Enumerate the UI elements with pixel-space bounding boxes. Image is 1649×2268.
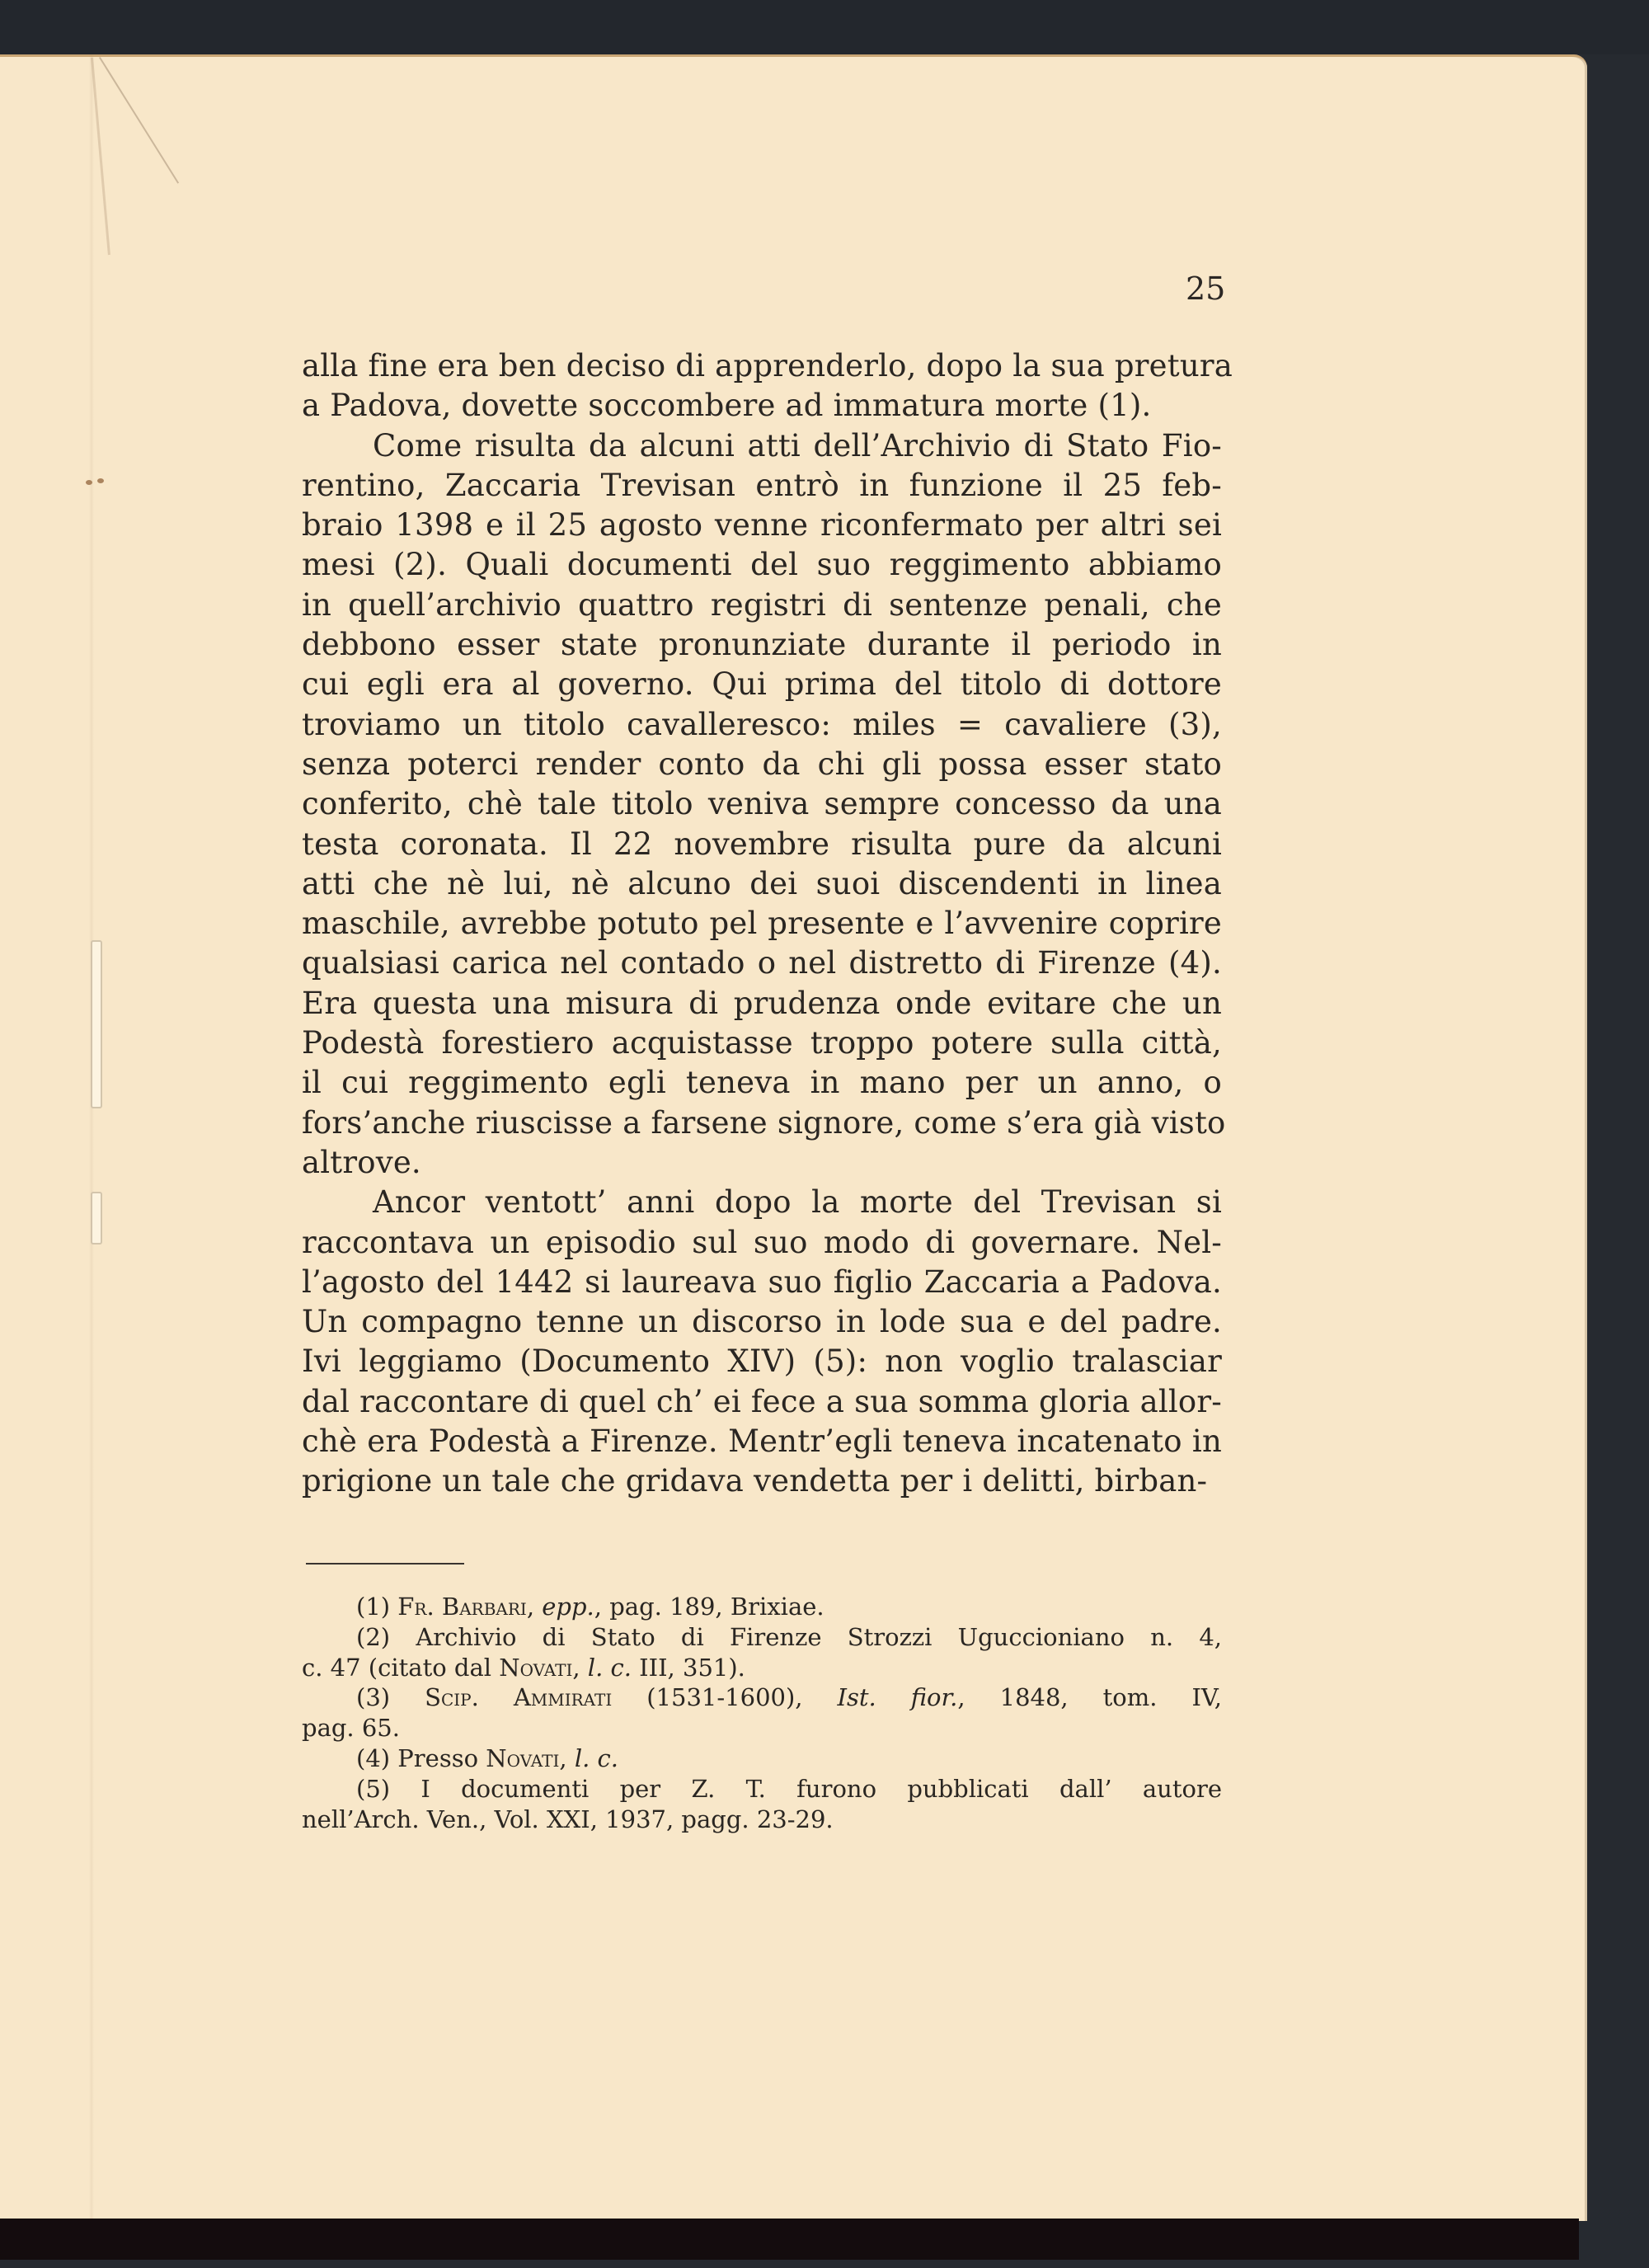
paragraph	[302, 1183, 1222, 1501]
footnote-run: III, 351).	[631, 1653, 745, 1682]
footnote-run: , 1848, tom. IV,	[957, 1683, 1222, 1712]
text-line: qualsiasi carica nel contado o nel distretto di Firenze (4).	[302, 945, 1222, 981]
text-line: Era questa una misura di prudenza onde evitare che un	[302, 985, 1222, 1021]
footnote-line	[302, 1682, 1222, 1713]
footnote	[302, 1774, 1222, 1835]
footnote-run: (4) Presso	[356, 1743, 486, 1772]
foxing-spot	[97, 478, 104, 483]
page-bottom-shadow	[0, 2219, 1579, 2260]
binding-staple-icon	[91, 940, 102, 1108]
footnote-run: l. c.	[587, 1653, 632, 1682]
text-line: prigione un tale che gridava vendetta per i delitti, birban-	[302, 1463, 1208, 1499]
text-line: rentino, Zaccaria Trevisan entrò in funzione il 25 feb-	[302, 467, 1222, 503]
text-line: Podestà forestiero acquistasse troppo potere sulla città,	[302, 1025, 1222, 1061]
footnote-run: (2) Archivio di Stato di Firenze Strozzi Uguccioniano n. 4,	[356, 1622, 1222, 1651]
footnote-run: , pag. 189, Brixiae.	[594, 1593, 824, 1621]
footnote-line	[302, 1743, 1222, 1774]
footnote	[302, 1592, 1222, 1622]
text-line: braio 1398 e il 25 agosto venne riconfermato per altri sei	[302, 507, 1222, 543]
footnote-run: Novati	[486, 1743, 560, 1772]
text-line: maschile, avrebbe potuto pel presente e l’avvenire coprire	[302, 906, 1222, 942]
text-line: Un compagno tenne un discorso in lode sua e del padre.	[302, 1304, 1222, 1340]
footnote-run: (3)	[356, 1683, 425, 1712]
footnote	[302, 1622, 1222, 1683]
text-line: debbono esser state pronunziate durante il periodo in	[302, 627, 1222, 663]
footnote-line	[302, 1622, 1222, 1653]
scan-background-top	[0, 0, 1649, 54]
text-line: conferito, chè tale titolo veniva sempre concesso da una	[302, 786, 1222, 822]
footnote-line	[302, 1805, 1222, 1835]
footnote-run: c. 47 (citato dal	[302, 1653, 500, 1682]
text-line: mesi (2). Quali documenti del suo reggimento abbiamo	[302, 547, 1222, 583]
footnote	[302, 1682, 1222, 1743]
footnote-run: Fr. Barbari	[397, 1593, 527, 1621]
page-number: 25	[1186, 271, 1226, 307]
spine-fold	[89, 54, 94, 2219]
text-line: atti che nè lui, nè alcuno dei suoi discendenti in linea	[302, 865, 1222, 901]
footnote-run: Novati	[499, 1653, 573, 1682]
footnote-run: Scip. Ammirati	[425, 1683, 613, 1712]
footnote-run: (1531-1600),	[612, 1683, 838, 1712]
footnote-run: ,	[526, 1593, 543, 1621]
text-line: Ancor ventott’ anni dopo la morte del Trevisan si	[373, 1184, 1222, 1221]
footnote	[302, 1743, 1222, 1774]
footnote-run: pag. 65.	[302, 1714, 400, 1743]
footnote-line	[302, 1653, 1222, 1683]
text-line: cui egli era al governo. Qui prima del titolo di dottore	[302, 666, 1222, 703]
text-line: alla fine era ben deciso di apprenderlo, dopo la sua pretura	[302, 348, 1233, 383]
text-line: altrove.	[302, 1144, 421, 1180]
footnote-run: (1)	[356, 1593, 398, 1621]
footnote-run: ,	[559, 1743, 575, 1772]
footnote-line	[302, 1592, 1222, 1622]
text-line: testa coronata. Il 22 novembre risulta pure da alcuni	[302, 826, 1222, 862]
footnote-run: (5) I documenti per Z. T. furono pubblicati dall’ autore	[356, 1774, 1222, 1803]
footnote-line	[302, 1774, 1222, 1805]
text-line: troviamo un titolo cavalleresco: miles = cavaliere (3),	[302, 706, 1222, 742]
text-line: a Padova, dovette soccombere ad immatura morte (1).	[302, 388, 1152, 424]
text-line: il cui reggimento egli teneva in mano per un anno, o	[302, 1065, 1222, 1101]
text-line: in quell’archivio quattro registri di sentenze penali, che	[302, 586, 1222, 623]
text-line: Ivi leggiamo (Documento XIV) (5): non voglio tralasciar	[302, 1343, 1222, 1380]
text-line: raccontava un episodio sul suo modo di governare. Nel-	[302, 1224, 1222, 1260]
footnote-run: ,	[572, 1653, 588, 1682]
foxing-spot	[86, 480, 92, 485]
text-line: dal raccontare di quel ch’ ei fece a sua somma gloria allor-	[302, 1383, 1222, 1419]
paragraph	[302, 426, 1226, 1183]
paragraph	[302, 346, 1233, 426]
text-line: chè era Podestà a Firenze. Mentr’egli teneva incatenato in	[302, 1423, 1222, 1460]
body-text	[302, 346, 1233, 1502]
footnote-run: epp.	[542, 1593, 594, 1621]
footnote-run: nell’Arch. Ven., Vol. XXI, 1937, pagg. 23-29.	[302, 1805, 834, 1833]
footnote-line	[302, 1713, 1222, 1743]
footnote-run: Ist. fior.	[837, 1683, 958, 1712]
binding-staple-icon	[91, 1192, 102, 1245]
text-line: l’agosto del 1442 si laureava suo figlio Zaccaria a Padova.	[302, 1263, 1222, 1300]
text-line: Come risulta da alcuni atti dell’Archivio di Stato Fio-	[373, 427, 1222, 463]
footnote-run: l. c.	[574, 1743, 618, 1772]
text-line: senza poterci render conto da chi gli possa esser stato	[302, 746, 1222, 782]
footnote-separator	[306, 1563, 464, 1565]
footnotes	[302, 1592, 1222, 1834]
text-line: fors’anche riuscisse a farsene signore, come s’era già visto	[302, 1104, 1226, 1141]
